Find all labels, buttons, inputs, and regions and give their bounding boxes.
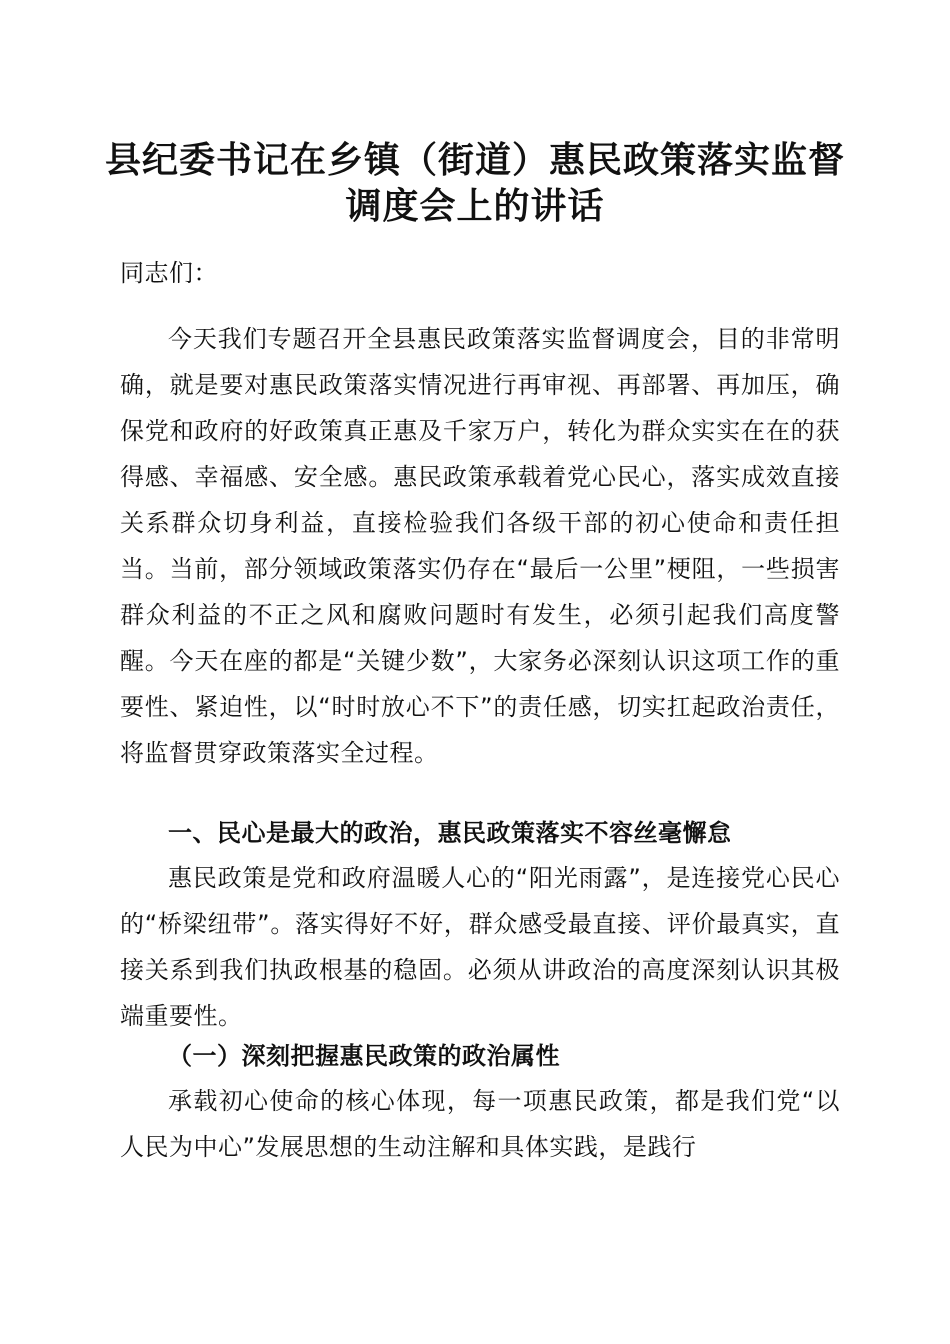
section-heading-1: 一、民心是最大的政治，惠民政策落实不容丝毫懈怠 [168, 819, 732, 847]
section-1-paragraph: 惠民政策是党和政府温暖人心的“阳光雨露”，是连接党心民心的“桥梁纽带”。落实得好不好，群众感受最直接、评价最真实，直接关系到我们执政根基的稳固。必须从讲政治的高度深刻认识其极端重要性。 [120, 864, 840, 1030]
document-title-line-2: 调度会上的讲话 [345, 185, 605, 227]
subsection-1-paragraph: 承载初心使命的核心体现，每一项惠民政策，都是我们党“以人民为中心”发展思想的生动注解和具体实践，是践行 [120, 1087, 840, 1161]
document-title-line-1: 县纪委书记在乡镇（街道）惠民政策落实监督 [104, 139, 845, 181]
subsection-heading-1: （一）深刻把握惠民政策的政治属性 [168, 1042, 560, 1070]
salutation: 同志们： [120, 259, 218, 287]
opening-paragraph: 今天我们专题召开全县惠民政策落实监督调度会，目的非常明确，就是要对惠民政策落实情况进行再审视、再部署、再加压，确保党和政府的好政策真正惠及千家万户，转化为群众实实在在的获得感、幸福感、安全感。惠民政策承载着党心民心，落实成效直接关系群众切身利益，直接检验我们各级干部的初心使命和责任担当。当前，部分领域政策落实仍存在“最后一公里”梗阻，一些损害群众利益的不正之风和腐败问题时有发生，必须引起我们高度警醒。今天在座的都是“关键少数”，大家务必深刻认识这项工作的重要性、紧迫性，以“时时放心不下”的责任感，切实扛起政治责任，将监督贯穿政策落实全过程。 [120, 325, 840, 767]
